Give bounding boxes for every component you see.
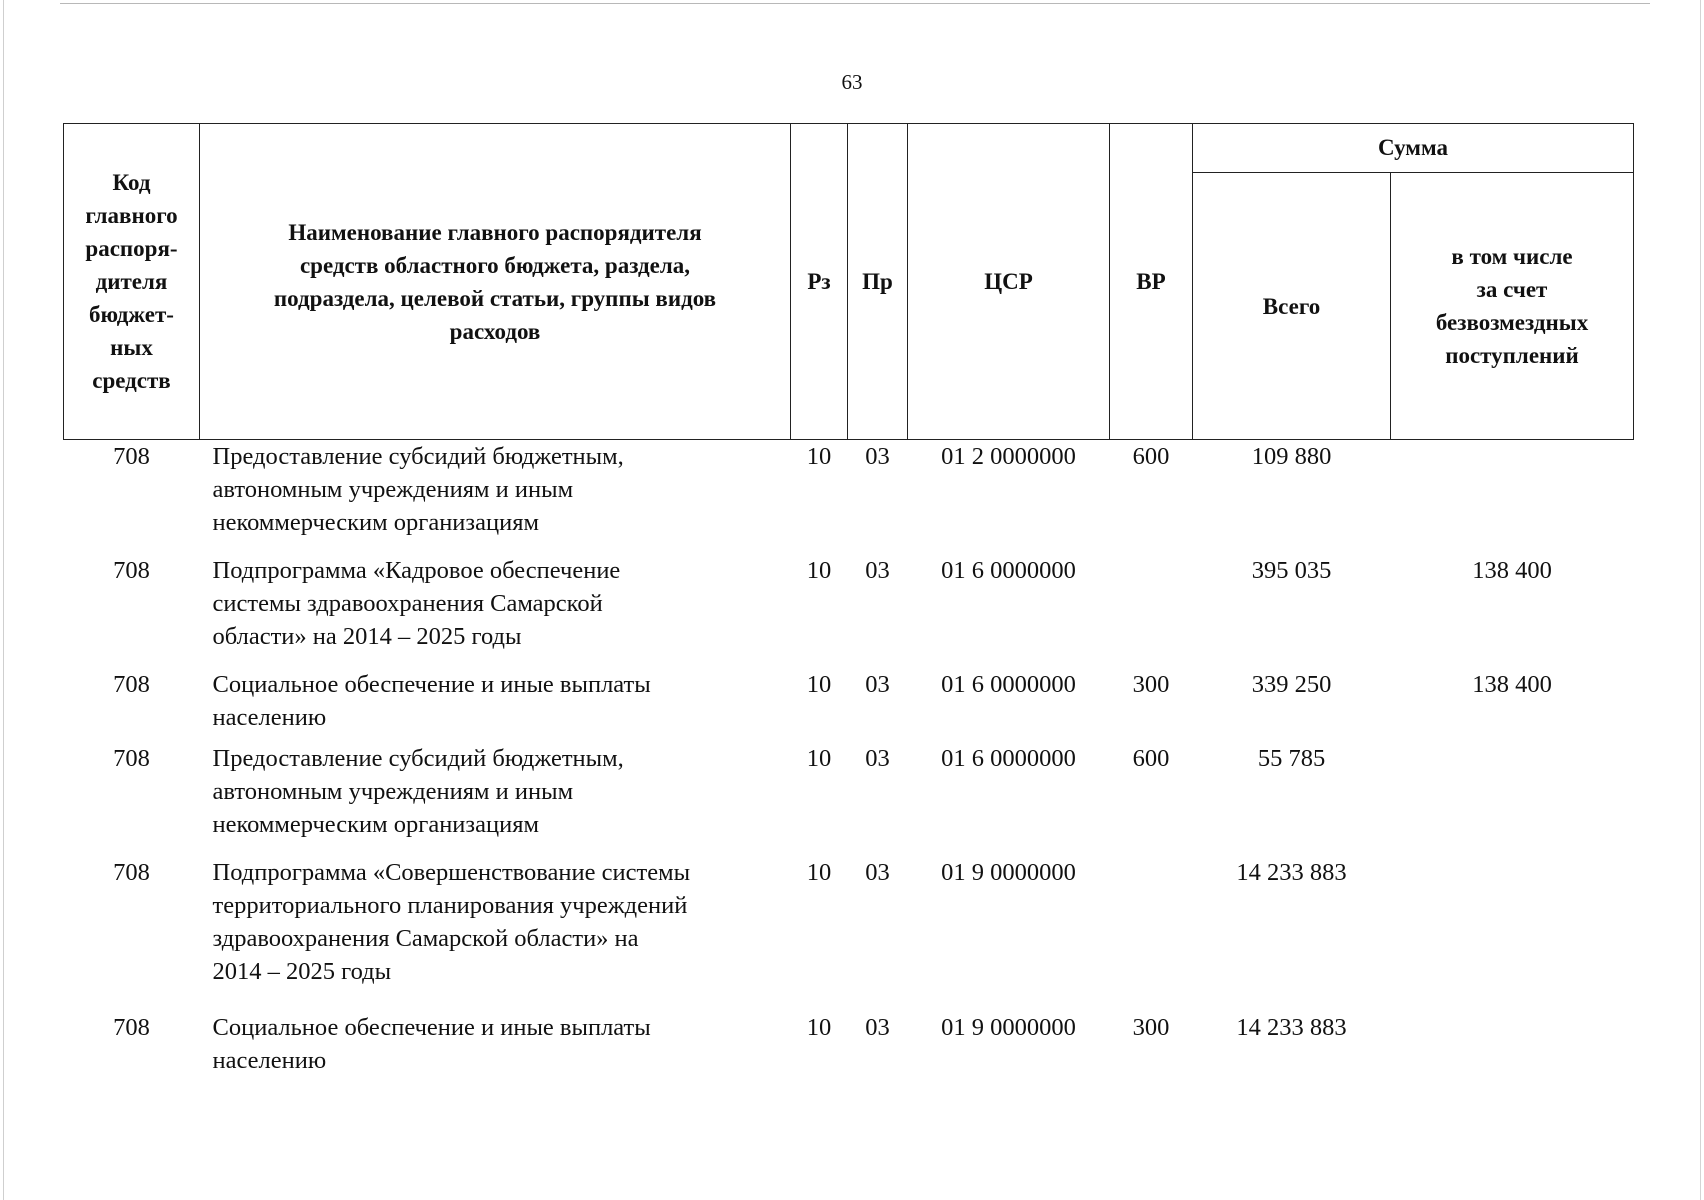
header-free-line: поступлений: [1445, 343, 1579, 368]
cell-name-line: населению: [212, 1047, 327, 1074]
cell-name-line: системы здравоохранения Самарской: [212, 590, 603, 617]
cell-rz: 10: [806, 859, 832, 886]
cell-name-line: Социальное обеспечение и иные выплаты: [212, 1014, 651, 1041]
header-pr: Пр: [848, 124, 908, 440]
scan-edge-right: [1700, 0, 1701, 1200]
cell-free: [1391, 1011, 1634, 1092]
header-code-line: распоря-: [85, 236, 178, 261]
header-name-line: средств областного бюджета, раздела,: [299, 252, 691, 278]
cell-free: 138 400: [1472, 557, 1552, 584]
header-code-line: средств: [92, 368, 171, 393]
cell-csr: 01 9 0000000: [941, 1014, 1076, 1041]
page-number: 63: [841, 70, 863, 94]
cell-total: 109 880: [1251, 443, 1332, 470]
cell-vr: [1110, 554, 1193, 668]
header-code-line: главного: [85, 203, 178, 228]
cell-total: 14 233 883: [1236, 1014, 1347, 1041]
cell-free: [1391, 440, 1634, 555]
cell-vr: [1110, 856, 1193, 1011]
cell-name-line: Предоставление субсидий бюджетным,: [212, 745, 624, 772]
cell-free: [1391, 856, 1634, 1011]
cell-name: [200, 856, 791, 1011]
cell-name-line: 2014 – 2025 годы: [212, 958, 392, 985]
cell-name-line: Подпрограмма «Совершенствование системы: [212, 859, 691, 886]
cell-name-line: Предоставление субсидий бюджетным,: [212, 443, 624, 470]
cell-csr: 01 6 0000000: [941, 745, 1076, 772]
header-free-line: безвозмездных: [1435, 310, 1589, 335]
header-name-line: расходов: [449, 318, 541, 344]
cell-pr: 03: [865, 1014, 890, 1041]
scan-edge-left: [3, 0, 4, 1200]
cell-pr: 03: [865, 859, 890, 886]
cell-name-line: территориального планирования учреждений: [212, 892, 688, 919]
header-free-line: в том числе: [1451, 244, 1573, 269]
header-free-line: за счет: [1476, 277, 1548, 302]
header-name-line: подраздела, целевой статьи, группы видов: [273, 285, 717, 311]
cell-name-line: Подпрограмма «Кадровое обеспечение: [212, 557, 621, 584]
cell-total: 395 035: [1251, 557, 1332, 584]
cell-vr: 600: [1132, 745, 1170, 772]
cell-name-line: населению: [212, 704, 327, 731]
cell-code: 708: [113, 443, 150, 470]
cell-name: [200, 668, 791, 742]
table-row: [64, 554, 1634, 668]
cell-rz: 10: [806, 1014, 832, 1041]
cell-pr: 03: [865, 745, 890, 772]
table-row: [64, 668, 1634, 742]
cell-name-line: Социальное обеспечение и иные выплаты: [212, 671, 651, 698]
header-total: Всего: [1193, 173, 1391, 440]
cell-name: [200, 742, 791, 856]
cell-rz: 10: [806, 443, 832, 470]
table-row: [64, 856, 1634, 1011]
cell-name-line: некоммерческим организациям: [212, 811, 539, 838]
cell-name: [200, 1011, 791, 1092]
cell-vr: 300: [1132, 671, 1170, 698]
table-row: [64, 742, 1634, 856]
header-free: [1391, 173, 1634, 440]
header-rz: Рз: [791, 124, 848, 440]
cell-pr: 03: [865, 443, 890, 470]
cell-name: [200, 554, 791, 668]
header-code-line: дителя: [95, 269, 168, 294]
header-name: [200, 124, 791, 440]
table-header: [64, 124, 1634, 440]
cell-name-line: некоммерческим организациям: [212, 509, 539, 536]
cell-code: 708: [113, 557, 150, 584]
cell-total: 339 250: [1251, 671, 1332, 698]
scan-edge-top: [60, 3, 1650, 4]
cell-free: [1391, 742, 1634, 856]
cell-total: 14 233 883: [1236, 859, 1347, 886]
header-name-line: Наименование главного распорядителя: [288, 219, 702, 245]
header-code-line: Код: [112, 170, 151, 195]
cell-vr: 300: [1132, 1014, 1170, 1041]
budget-table: [63, 123, 1634, 1092]
cell-csr: 01 6 0000000: [941, 671, 1076, 698]
cell-code: 708: [113, 671, 150, 698]
cell-rz: 10: [806, 745, 832, 772]
cell-csr: 01 2 0000000: [941, 443, 1076, 470]
cell-name-line: автономным учреждениям и иным: [212, 476, 574, 503]
cell-pr: 03: [865, 557, 890, 584]
cell-csr: 01 6 0000000: [941, 557, 1076, 584]
cell-pr: 03: [865, 671, 890, 698]
cell-name-line: здравоохранения Самарской области» на: [212, 925, 639, 952]
cell-name-line: автономным учреждениям и иным: [212, 778, 574, 805]
header-code: [64, 124, 200, 440]
cell-csr: 01 9 0000000: [941, 859, 1076, 886]
header-csr: ЦСР: [908, 124, 1110, 440]
header-code-line: ных: [110, 335, 153, 360]
table-row: [64, 1011, 1634, 1092]
header-code-line: бюджет-: [89, 302, 174, 327]
header-sum: Сумма: [1193, 124, 1634, 173]
cell-code: 708: [113, 1014, 150, 1041]
cell-total: 55 785: [1257, 745, 1326, 772]
cell-name-line: области» на 2014 – 2025 годы: [212, 623, 522, 650]
cell-name: [200, 440, 791, 555]
cell-rz: 10: [806, 671, 832, 698]
header-vr: ВР: [1110, 124, 1193, 440]
cell-code: 708: [113, 745, 150, 772]
cell-rz: 10: [806, 557, 832, 584]
table-row: [64, 440, 1634, 555]
cell-free: 138 400: [1472, 671, 1552, 698]
table-body: [64, 440, 1634, 1093]
cell-vr: 600: [1132, 443, 1170, 470]
cell-code: 708: [113, 859, 150, 886]
